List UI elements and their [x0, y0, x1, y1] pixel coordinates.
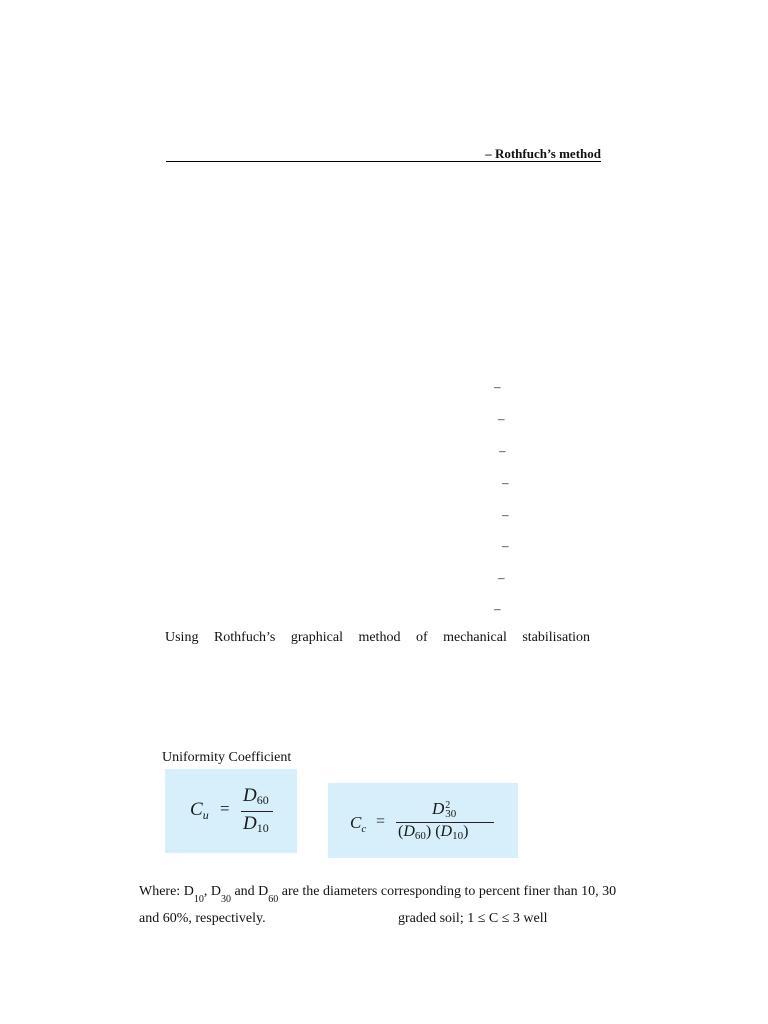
- dash-item: –: [494, 601, 501, 616]
- dash-item: –: [494, 379, 501, 394]
- dash-item: –: [498, 411, 505, 426]
- cu-lhs: $C_u$: [190, 799, 209, 822]
- method-paragraph: Using Rothfuch’s graphical method of mechanical stabilisation: [165, 630, 590, 645]
- formula-cu-box: [165, 769, 297, 853]
- cu-denominator: D10: [243, 813, 269, 835]
- cu-fraction-line: [241, 811, 273, 812]
- dash-item: –: [502, 475, 509, 490]
- dash-item: –: [502, 507, 509, 522]
- dash-item: –: [502, 538, 509, 553]
- cc-numerator: D 2 30: [432, 799, 457, 821]
- uniformity-label: Uniformity Coefficient: [162, 750, 292, 765]
- graded-soil-text: graded soil; 1 ≤ C ≤ 3 well: [398, 911, 548, 926]
- formula-cc-box: [328, 783, 518, 858]
- dash-item: –: [499, 443, 506, 458]
- respectively-text: and 60%, respectively.: [139, 911, 266, 926]
- section-heading: [166, 146, 601, 162]
- cu-equals: =: [220, 799, 230, 818]
- dash-item: –: [498, 570, 505, 585]
- heading-text: – Rothfuch’s method: [485, 146, 601, 161]
- where-line: Where: $D_{10}$, $D_{30}$ and $D_{60}$ are the diameters corresponding to percent finer than 10, 30: [139, 884, 617, 905]
- cc-denominator: (D60) (D10): [398, 823, 469, 842]
- cc-equals: =: [376, 813, 386, 830]
- cu-numerator: D60: [243, 785, 269, 807]
- cc-lhs: $C_c$: [350, 813, 367, 835]
